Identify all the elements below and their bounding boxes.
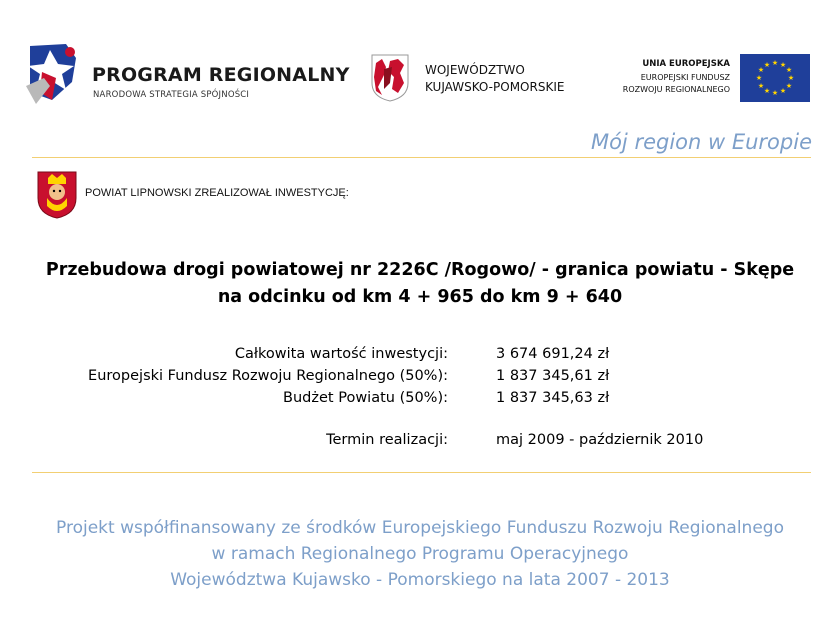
powiat-lipnowski-crest-icon xyxy=(36,170,78,220)
total-value-label: Całkowita wartość inwestycji: xyxy=(234,346,448,362)
svg-text:★: ★ xyxy=(763,61,771,69)
powiat-budget-label: Budżet Powiatu (50%): xyxy=(283,390,448,406)
slogan: Mój region w Europie xyxy=(590,130,812,154)
svg-text:★: ★ xyxy=(787,74,795,82)
deadline-value: maj 2009 - październik 2010 xyxy=(496,432,704,448)
svg-text:★: ★ xyxy=(763,87,771,95)
svg-text:★: ★ xyxy=(779,61,787,69)
efrr-label: Europejski Fundusz Rozwoju Regionalnego (50%): xyxy=(88,368,448,384)
svg-text:★: ★ xyxy=(755,74,763,82)
bottom-divider xyxy=(32,472,811,473)
program-regionalny-logo-icon xyxy=(22,42,86,108)
powiat-statement: POWIAT LIPNOWSKI ZREALIZOWAŁ INWESTYCJĘ: xyxy=(85,187,349,199)
project-title xyxy=(0,257,840,311)
eu-flag-icon xyxy=(740,54,810,102)
svg-text:★: ★ xyxy=(757,66,765,74)
project-title-line2: na odcinku od km 4 + 965 do km 9 + 640 xyxy=(217,287,623,307)
cofinancing-line1: Projekt współfinansowany ze środków Europejskiego Funduszu Rozwoju Regionalnego xyxy=(56,518,784,538)
eu-fund-label-line1: EUROPEJSKI FUNDUSZ xyxy=(640,73,730,82)
deadline-label: Termin realizacji: xyxy=(326,432,448,448)
svg-text:★: ★ xyxy=(771,89,779,97)
voivodeship-name-line1: WOJEWÓDZTWO xyxy=(425,63,525,77)
project-title-line1: Przebudowa drogi powiatowej nr 2226C /Rogowo/ - granica powiatu - Skępe xyxy=(45,260,795,280)
cofinancing-statement xyxy=(0,515,840,593)
program-regionalny-title: PROGRAM REGIONALNY xyxy=(92,64,350,86)
program-regionalny-subtitle: NARODOWA STRATEGIA SPÓJNOŚCI xyxy=(93,90,250,100)
efrr-value: 1 837 345,61 zł xyxy=(496,368,610,384)
cofinancing-line3: Województwa Kujawsko - Pomorskiego na lata 2007 - 2013 xyxy=(170,570,670,590)
svg-text:★: ★ xyxy=(785,82,793,90)
total-value: 3 674 691,24 zł xyxy=(496,346,610,362)
top-divider xyxy=(32,157,811,158)
voivodeship-name-line2: KUJAWSKO-POMORSKIE xyxy=(425,80,565,94)
cofinancing-line2: w ramach Regionalnego Programu Operacyjnego xyxy=(211,544,629,564)
powiat-budget-value: 1 837 345,63 zł xyxy=(496,390,610,406)
svg-text:★: ★ xyxy=(771,59,779,67)
svg-text:★: ★ xyxy=(779,87,787,95)
kujawsko-pomorskie-crest-icon xyxy=(370,53,410,103)
eu-fund-label-line2: ROZWOJU REGIONALNEGO xyxy=(622,85,730,94)
eu-union-label: UNIA EUROPEJSKA xyxy=(642,59,730,69)
svg-text:★: ★ xyxy=(757,82,765,90)
svg-text:★: ★ xyxy=(785,66,793,74)
